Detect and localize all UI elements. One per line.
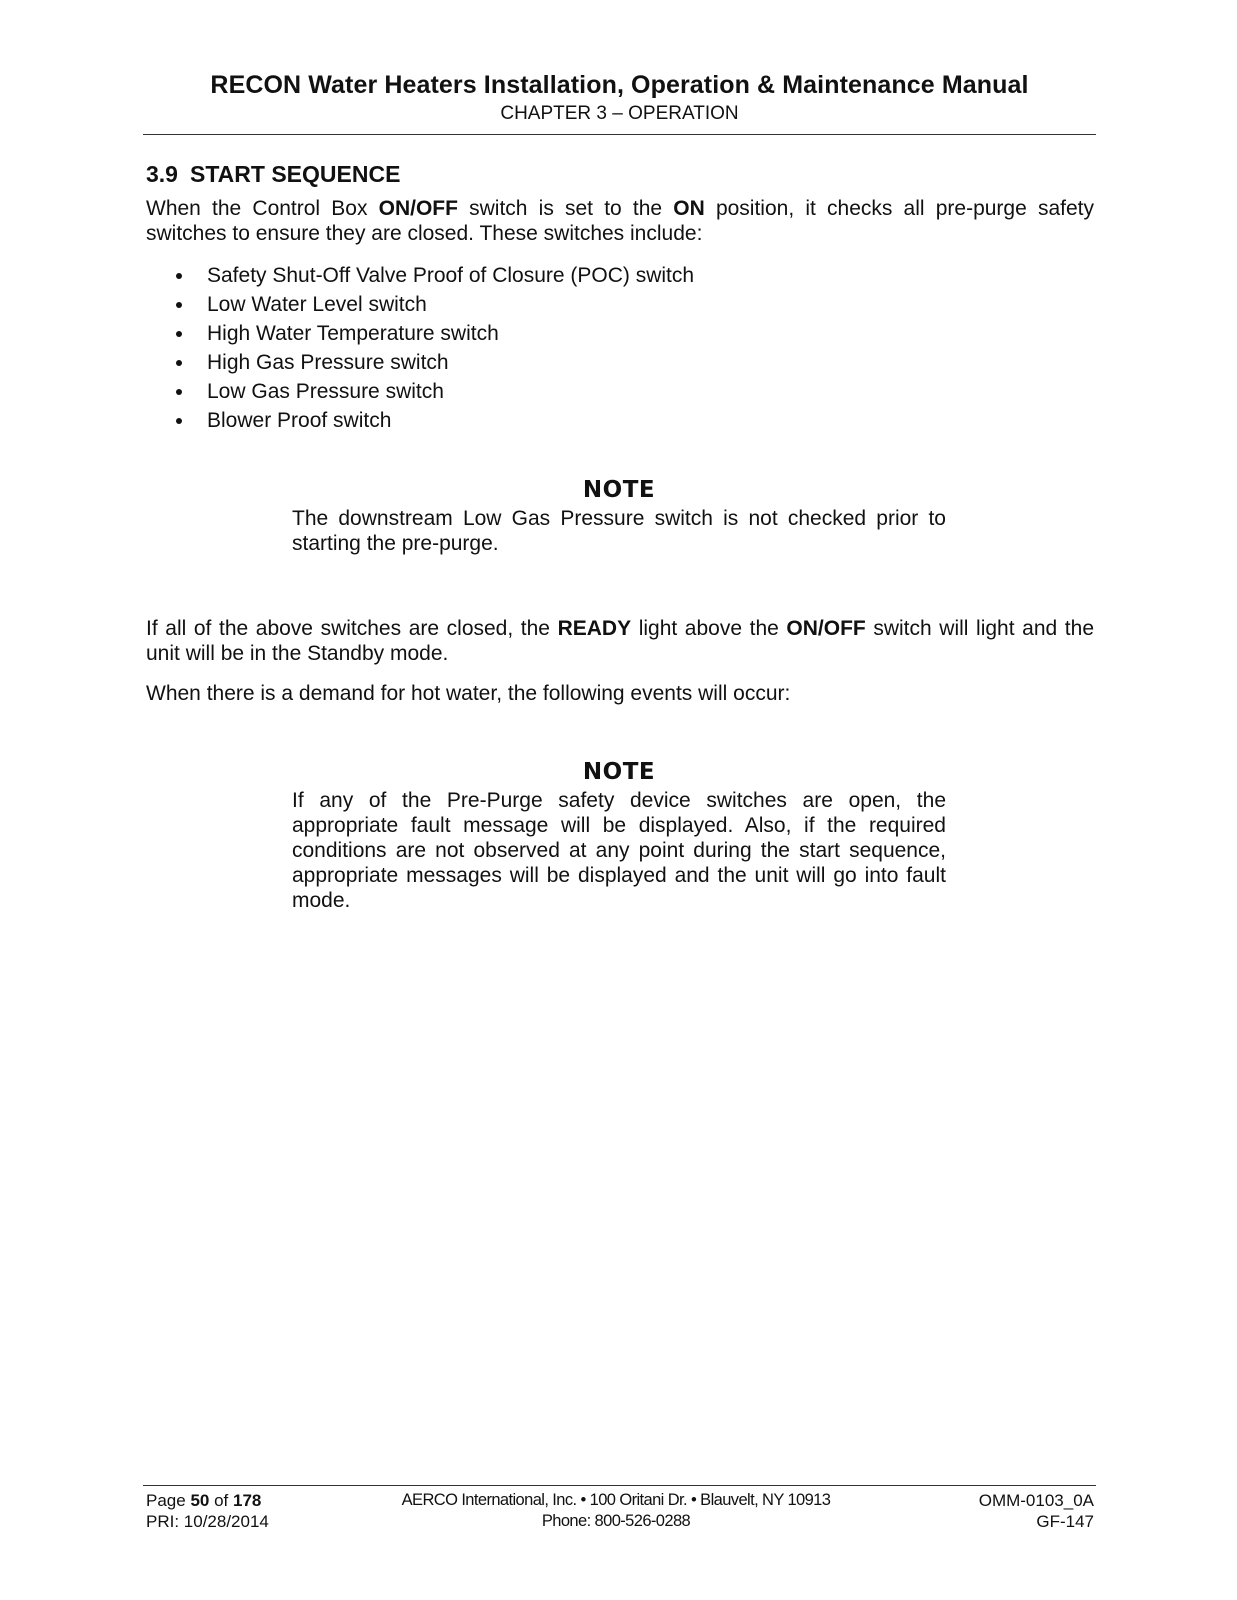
para1-text-1: If all of the above switches are closed, the [146, 617, 558, 640]
chapter-title: CHAPTER 3 – OPERATION [500, 103, 739, 124]
note-title: NOTE [582, 477, 656, 503]
list-item: Low Water Level switch [146, 290, 1094, 319]
para1-bold-onoff: ON/OFF [786, 617, 866, 640]
note-text: If any of the Pre-Purge safety device switches are open, the appropriate fault message will be displayed. Also, if the required conditions are not observed at any point during the start sequence, appropriate messages will be displayed and the unit will go into fault mode. [292, 789, 946, 912]
intro-text-3: position, it checks all pre-purge safety switches to ensure they are closed. These switches include: [146, 197, 1094, 245]
section-number: 3.9 [146, 161, 178, 187]
list-item: High Water Temperature switch [146, 319, 1094, 348]
section-title: START SEQUENCE [189, 161, 401, 187]
footer-center [376, 1490, 856, 1532]
pri-date: PRI: 10/28/2014 [146, 1512, 269, 1531]
demand-paragraph: When there is a demand for hot water, the following events will occur: [146, 682, 791, 705]
para1-text-3: switch will light and the unit will be in the Standby mode. [146, 617, 1094, 665]
page-number: 50 [190, 1491, 210, 1510]
intro-paragraph [146, 196, 1094, 246]
gf-number: GF-147 [1036, 1512, 1094, 1531]
page-label: Page [146, 1491, 191, 1510]
list-item: Blower Proof switch [146, 406, 1094, 435]
note-box-2 [292, 758, 946, 913]
section-content [146, 160, 1094, 435]
page-total: 178 [232, 1491, 262, 1510]
page-indicator [146, 1490, 386, 1511]
note-title: NOTE [582, 759, 656, 785]
page-header [143, 70, 1096, 126]
list-item: Safety Shut-Off Valve Proof of Closure (POC) switch [146, 261, 1094, 290]
section-heading [146, 160, 1094, 188]
document-id: OMM-0103_0A [978, 1491, 1094, 1510]
para1-text-2: light above the [631, 617, 787, 640]
header-divider [143, 134, 1096, 135]
footer-right [894, 1490, 1094, 1532]
intro-text-2: switch is set to the [457, 197, 674, 220]
footer-divider [143, 1485, 1096, 1486]
list-item: High Gas Pressure switch [146, 348, 1094, 377]
intro-bold-on: ON [673, 197, 705, 220]
page-of: of [209, 1491, 233, 1510]
intro-text-1: When the Control Box [146, 197, 379, 220]
footer-left [146, 1490, 386, 1532]
intro-bold-onoff: ON/OFF [378, 197, 458, 220]
note-box-1 [292, 476, 946, 556]
switch-list [146, 261, 1094, 435]
manual-title: RECON Water Heaters Installation, Operation & Maintenance Manual [210, 71, 1029, 99]
note-text: The downstream Low Gas Pressure switch is not checked prior to starting the pre-purge. [292, 507, 946, 555]
company-phone: Phone: 800-526-0288 [541, 1512, 691, 1530]
ready-paragraph [146, 616, 1094, 666]
list-item: Low Gas Pressure switch [146, 377, 1094, 406]
company-address: AERCO International, Inc. • 100 Oritani Dr. • Blauvelt, NY 10913 [401, 1491, 831, 1509]
para1-bold-ready: READY [557, 617, 632, 640]
